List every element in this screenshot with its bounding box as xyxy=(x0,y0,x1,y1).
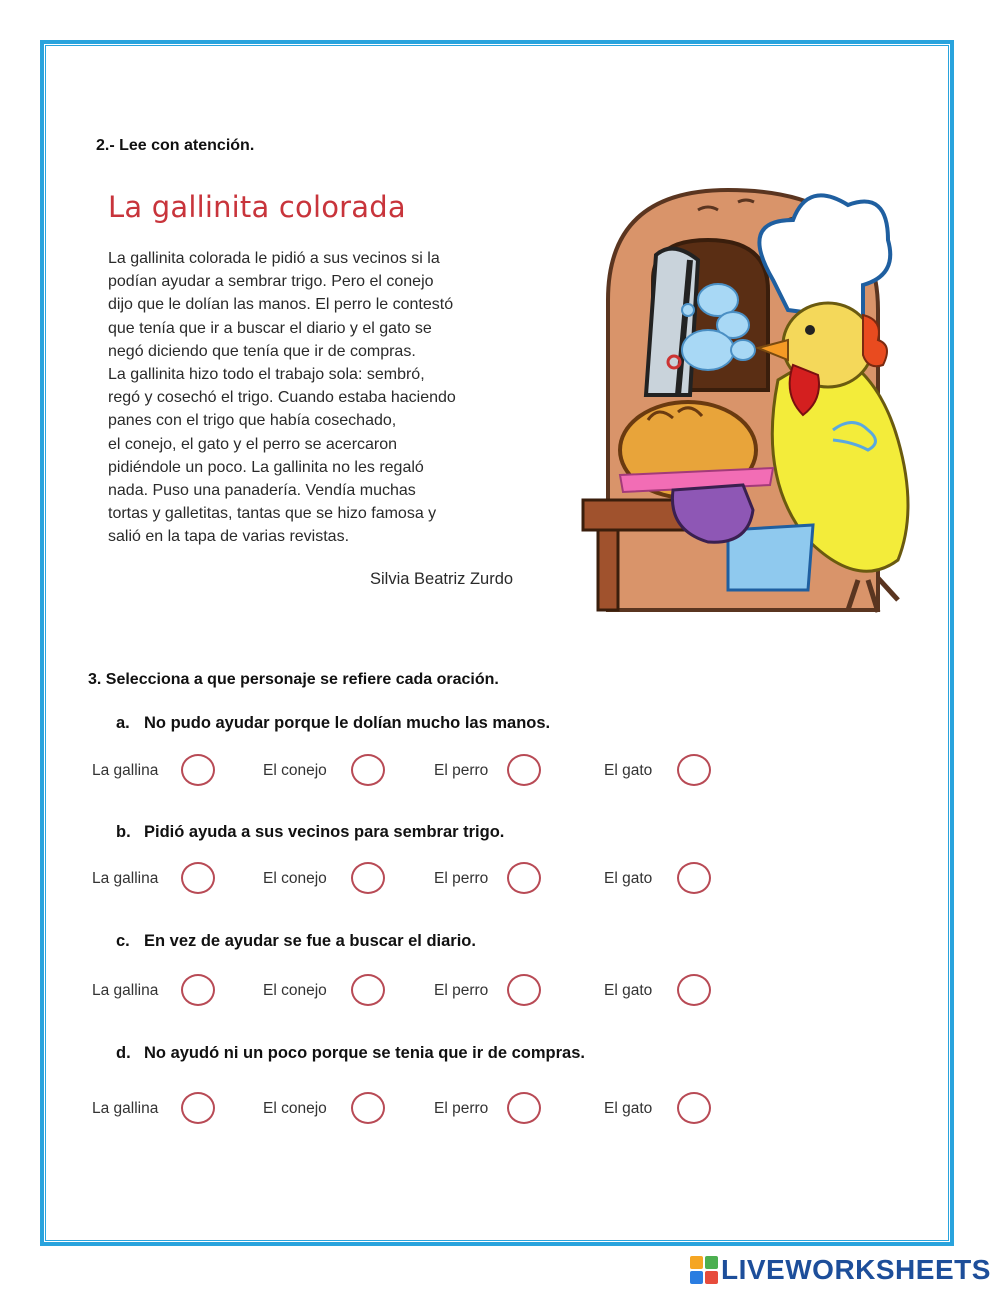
story-line: dijo que le dolían las manos. El perro le contestó xyxy=(108,296,454,314)
option-label: El conejo xyxy=(263,762,327,779)
story-line: pidiéndole un poco. La gallinita no les regaló xyxy=(108,458,424,476)
radio-circle[interactable] xyxy=(507,862,541,894)
options-row-c xyxy=(92,972,732,1012)
story-line: La gallinita colorada le pidió a sus vecinos si la xyxy=(108,250,440,267)
radio-circle[interactable] xyxy=(181,862,215,894)
question-text: No pudo ayudar porque le dolían mucho las manos. xyxy=(144,714,551,732)
radio-circle[interactable] xyxy=(507,974,541,1006)
option-label: El gato xyxy=(604,1100,653,1117)
question-a xyxy=(116,714,550,733)
brand-name: LIVEWORKSHEETS xyxy=(721,1254,991,1285)
story-line: regó y cosechó el trigo. Cuando estaba haciendo xyxy=(108,389,456,407)
story-line: el conejo, el gato y el perro se acercaron xyxy=(108,435,398,453)
radio-circle[interactable] xyxy=(677,754,711,786)
question-letter: a. xyxy=(116,714,130,732)
options-row-a xyxy=(92,752,732,792)
story-line: tortas y galletitas, tantas que se hizo famosa y xyxy=(108,505,437,523)
options-row-d xyxy=(92,1090,732,1130)
option-label: El perro xyxy=(434,870,489,887)
radio-circle[interactable] xyxy=(351,862,385,894)
story-line: La gallinita hizo todo el trabajo sola: sembró, xyxy=(108,366,425,384)
option-label: El gato xyxy=(604,870,653,887)
question-letter: d. xyxy=(116,1044,131,1062)
story-body xyxy=(108,247,548,549)
radio-circle[interactable] xyxy=(677,974,711,1006)
story-line: nada. Puso una panadería. Vendía muchas xyxy=(108,482,416,500)
option-label: La gallina xyxy=(92,762,159,779)
radio-circle[interactable] xyxy=(351,754,385,786)
option-label: La gallina xyxy=(92,982,159,999)
radio-circle[interactable] xyxy=(507,754,541,786)
story-line: podían ayudar a sembrar trigo. Pero el conejo xyxy=(108,273,434,291)
option-label: El perro xyxy=(434,1100,489,1117)
radio-circle[interactable] xyxy=(677,1092,711,1124)
radio-circle[interactable] xyxy=(181,754,215,786)
liveworksheets-logo-icon xyxy=(690,1256,718,1284)
radio-circle[interactable] xyxy=(507,1092,541,1124)
question-text: En vez de ayudar se fue a buscar el diario. xyxy=(144,932,476,950)
option-label: El conejo xyxy=(263,1100,327,1117)
story-line: que tenía que ir a buscar el diario y el gato se xyxy=(108,319,432,337)
section-2-title: 2.- Lee con atención. xyxy=(96,137,255,154)
option-label: El gato xyxy=(604,982,653,999)
option-label: El conejo xyxy=(263,982,327,999)
radio-circle[interactable] xyxy=(351,1092,385,1124)
question-letter: c. xyxy=(116,932,130,950)
liveworksheets-brand xyxy=(690,1255,991,1285)
section-3-title: 3. Selecciona a que personaje se refiere cada oración. xyxy=(88,671,499,688)
option-label: La gallina xyxy=(92,870,159,887)
question-text: Pidió ayuda a sus vecinos para sembrar trigo. xyxy=(144,823,505,841)
option-label: La gallina xyxy=(92,1100,159,1117)
radio-circle[interactable] xyxy=(181,1092,215,1124)
question-b xyxy=(116,823,504,842)
story-line: salió en la tapa de varias revistas. xyxy=(108,528,350,546)
story-line: negó diciendo que tenía que ir de compras. xyxy=(108,342,416,360)
question-letter: b. xyxy=(116,823,131,841)
option-label: El conejo xyxy=(263,870,327,887)
story-line: panes con el trigo que había cosechado, xyxy=(108,412,397,430)
question-text: No ayudó ni un poco porque se tenia que ir de compras. xyxy=(144,1044,585,1062)
option-label: El perro xyxy=(434,762,489,779)
options-row-b xyxy=(92,860,732,900)
radio-circle[interactable] xyxy=(677,862,711,894)
radio-circle[interactable] xyxy=(181,974,215,1006)
hen-baker-illustration xyxy=(578,180,918,620)
story-author: Silvia Beatriz Zurdo xyxy=(370,570,514,588)
question-d xyxy=(116,1044,585,1063)
option-label: El perro xyxy=(434,982,489,999)
option-label: El gato xyxy=(604,762,653,779)
story-title: La gallinita colorada xyxy=(108,190,406,224)
radio-circle[interactable] xyxy=(351,974,385,1006)
question-c xyxy=(116,932,476,951)
